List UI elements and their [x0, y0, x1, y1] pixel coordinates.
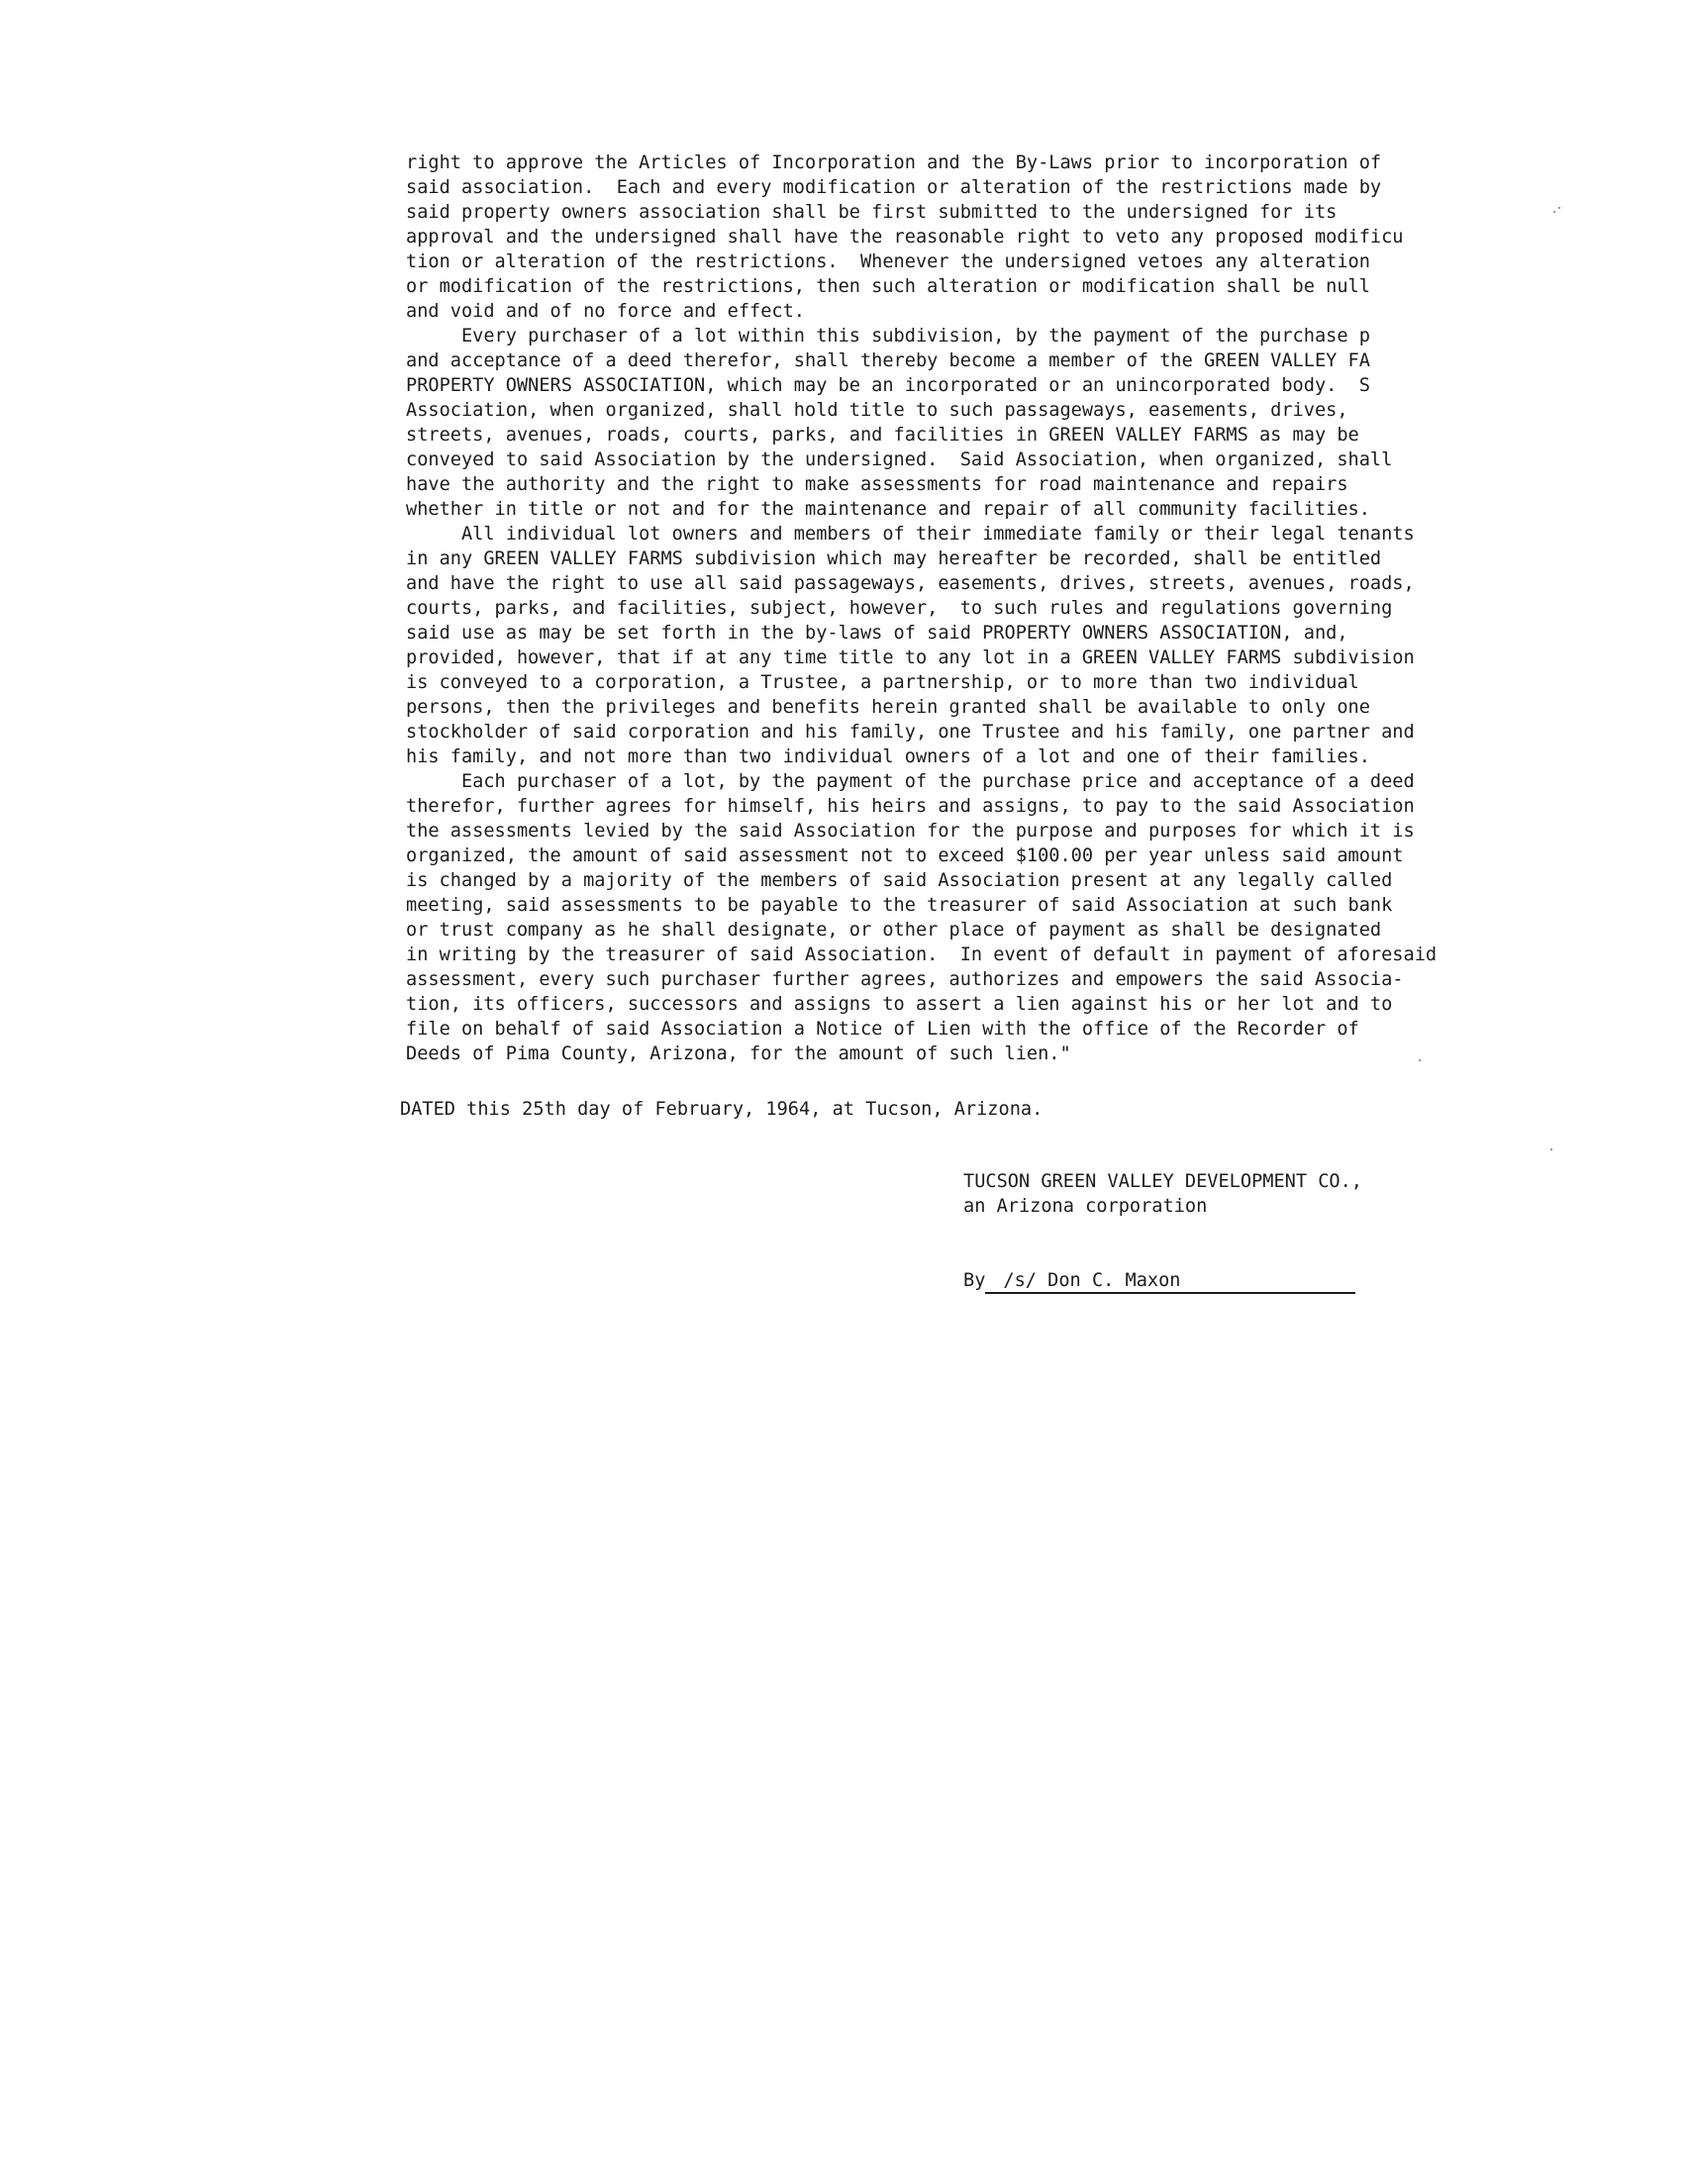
body-line: said use as may be set forth in the by-laws of said PROPERTY OWNERS ASSOCIATION, and, [406, 623, 1348, 644]
body-line: Deeds of Pima County, Arizona, for the amount of such lien." [406, 1043, 1071, 1064]
body-line: is conveyed to a corporation, a Trustee, a partnership, or to more than two individual [406, 672, 1359, 693]
body-line: tion, its officers, successors and assigns to assert a lien against his or her lot and to [406, 994, 1393, 1015]
body-line: therefor, further agrees for himself, his heirs and assigns, to pay to the said Association [406, 796, 1415, 817]
body-line: streets, avenues, roads, courts, parks, and facilities in GREEN VALLEY FARMS as may be [406, 425, 1359, 446]
company-name: TUCSON GREEN VALLEY DEVELOPMENT CO., [963, 1171, 1362, 1192]
scan-speck [1553, 211, 1555, 213]
body-line: right to approve the Articles of Incorporation and the By-Laws prior to incorporation of [406, 152, 1382, 173]
body-line: said property owners association shall be first submitted to the undersigned for its [406, 202, 1338, 223]
body-line: whether in title or not and for the maintenance and repair of all community facilities. [406, 499, 1370, 520]
body-line: stockholder of said corporation and his family, one Trustee and his family, one partner and [406, 722, 1415, 743]
body-line: and have the right to use all said passageways, easements, drives, streets, avenues, roads, [406, 573, 1415, 594]
body-line: Every purchaser of a lot within this subdivision, by the payment of the purchase p [406, 326, 1370, 347]
body-line: and void and of no force and effect. [406, 301, 805, 322]
body-line: provided, however, that if at any time title to any lot in a GREEN VALLEY FARMS subdivision [406, 647, 1415, 668]
body-line: or modification of the restrictions, then such alteration or modification shall be null [406, 276, 1370, 297]
body-line: Each purchaser of a lot, by the payment of the purchase price and acceptance of a deed [406, 771, 1415, 792]
scan-speck [1419, 1059, 1421, 1061]
body-line: Association, when organized, shall hold title to such passageways, easements, drives, [406, 400, 1348, 421]
body-line: approval and the undersigned shall have the reasonable right to veto any proposed modificu [406, 227, 1404, 248]
body-line: in writing by the treasurer of said Association. In event of default in payment of aforesaid [406, 944, 1438, 965]
body-line: persons, then the privileges and benefits herein granted shall be available to only one [406, 697, 1370, 718]
body-line: his family, and not more than two individual owners of a lot and one of their families. [406, 746, 1370, 767]
body-line: said association. Each and every modification or alteration of the restrictions made by [406, 177, 1382, 198]
body-line: All individual lot owners and members of their immediate family or their legal tenants [406, 524, 1415, 545]
body-line: organized, the amount of said assessment not to exceed $100.00 per year unless said amount [406, 845, 1404, 866]
body-line: is changed by a majority of the members of said Association present at any legally called [406, 870, 1393, 891]
body-line: conveyed to said Association by the undersigned. Said Association, when organized, shall [406, 449, 1393, 470]
body-line: or trust company as he shall designate, or other place of payment as shall be designated [406, 920, 1382, 941]
body-line: and acceptance of a deed therefor, shall thereby become a member of the GREEN VALLEY FA [406, 350, 1370, 371]
by-label: By [963, 1270, 986, 1291]
body-line: PROPERTY OWNERS ASSOCIATION, which may be an incorporated or an unincorporated body. S [406, 375, 1370, 396]
body-line: file on behalf of said Association a Notice of Lien with the office of the Recorder of [406, 1019, 1359, 1040]
signature-by-row [963, 1268, 1355, 1294]
signature-block [963, 1169, 1362, 1219]
body-line: courts, parks, and facilities, subject, however, to such rules and regulations governing [406, 598, 1393, 619]
company-type: an Arizona corporation [963, 1196, 1208, 1217]
signer-name: /s/ Don C. Maxon [985, 1270, 1355, 1294]
body-line: tion or alteration of the restrictions. Whenever the undersigned vetoes any alteration [406, 251, 1370, 272]
body-line: in any GREEN VALLEY FARMS subdivision which may hereafter be recorded, shall be entitled [406, 548, 1382, 569]
dated-line: DATED this 25th day of February, 1964, at Tucson, Arizona. [400, 1099, 1044, 1120]
body-line: the assessments levied by the said Association for the purpose and purposes for which it is [406, 821, 1415, 842]
body-line: have the authority and the right to make assessments for road maintenance and repairs [406, 474, 1348, 495]
body-line: meeting, said assessments to be payable to the treasurer of said Association at such bank [406, 895, 1393, 916]
scan-speck [1558, 207, 1560, 209]
body-line: assessment, every such purchaser further agrees, authorizes and empowers the said Associa- [406, 969, 1404, 990]
document-body [406, 150, 1535, 1066]
scan-speck [1550, 1148, 1552, 1150]
